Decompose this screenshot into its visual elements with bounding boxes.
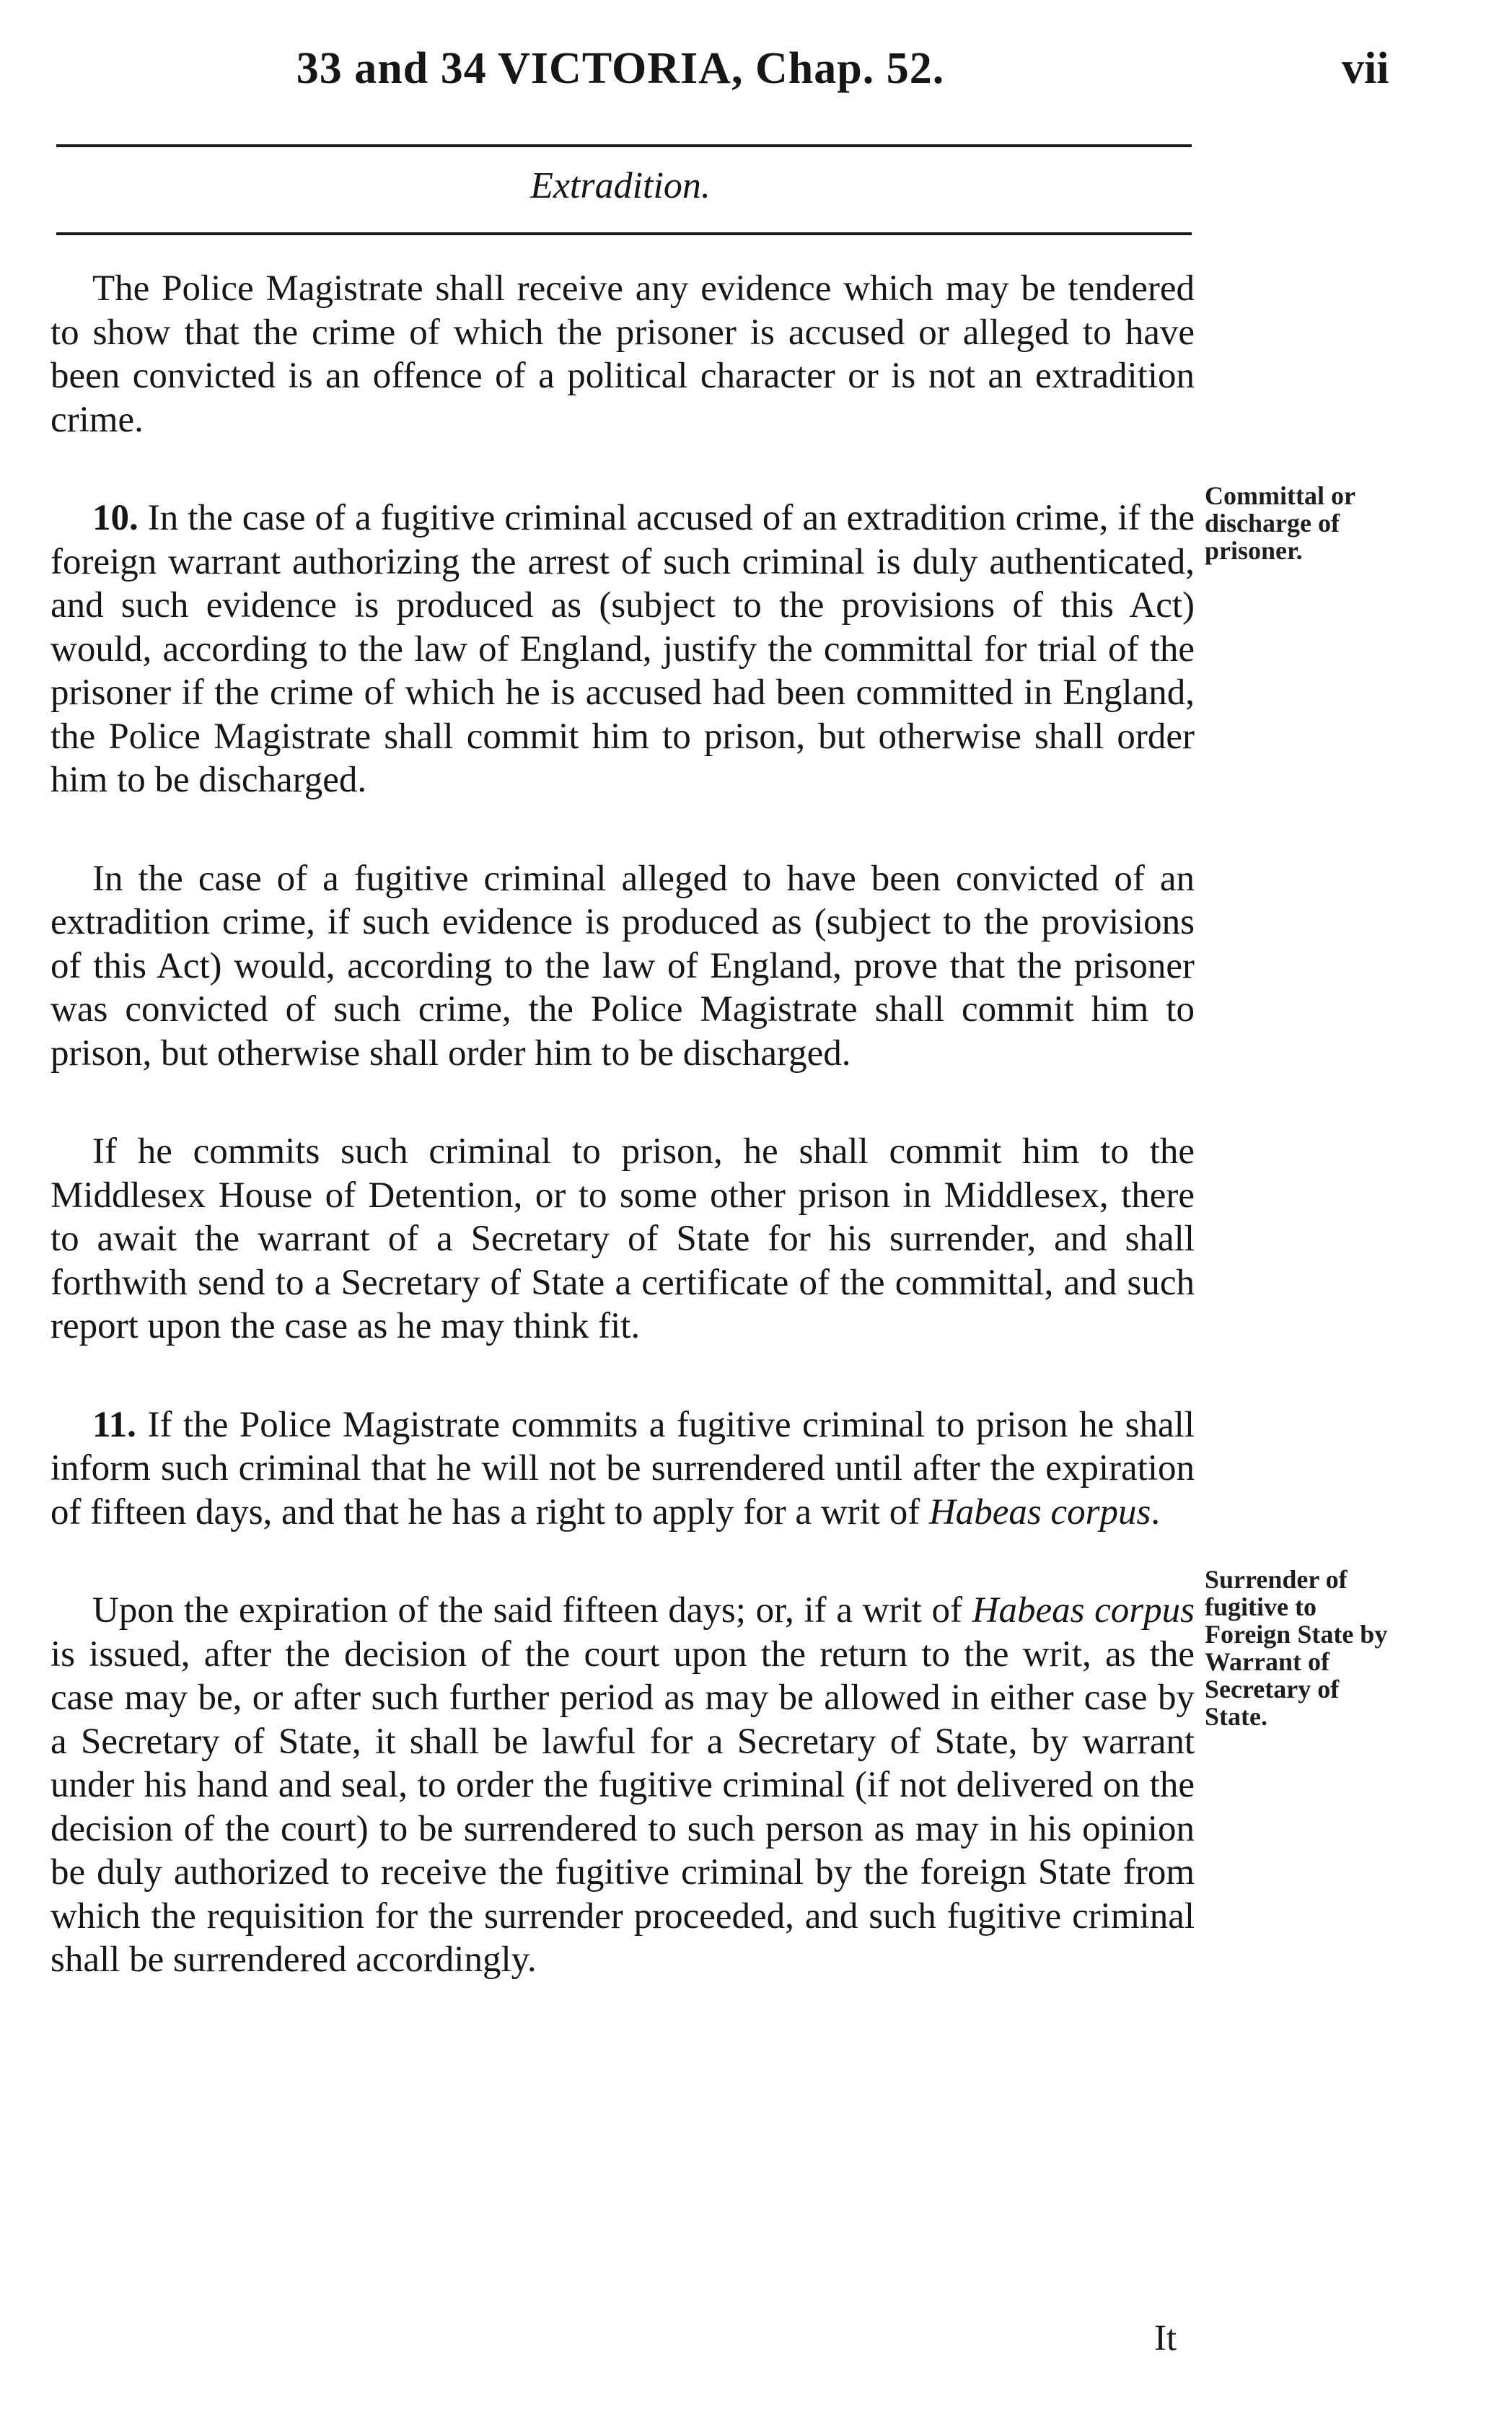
paragraph-4-text: If he commits such criminal to prison, he shall commit him to the Middlesex House of Detention, or to some other prison in Middlesex, there to await the warrant of a Secretary of State for his surrender, and shall forthwith send to a Secretary of State a certificate of the committal, and such report upon the case as he may think fit.	[50, 1131, 1195, 1346]
paragraph-5-text-before: If the Police Magistrate commits a fugitive criminal to prison he shall inform such criminal that he will not be surrendered until after the expiration of fifteen days, and that he has a right to apply for a writ of	[50, 1404, 1195, 1532]
paragraph-6-text-before: Upon the expiration of the said fifteen days; or, if a writ of	[92, 1590, 972, 1631]
paragraph-1-text: The Police Magistrate shall receive any evidence which may be tendered to show that the crime of which the prisoner is accused or alleged to have been convicted is an offence of a political character or is not an extradition crime.	[50, 268, 1195, 440]
header-rule-top	[56, 144, 1192, 147]
header-rule-bottom	[56, 232, 1192, 235]
paragraph-2-text: In the case of a fugitive criminal accused of an extradition crime, if the foreign warrant authorizing the arrest of such criminal is duly authenticated, and such evidence is produced as (subject to the provisions of this Act) would, according to the law of England, justify the committal for trial of the prisoner if the crime of which he is accused had been committed in England, the Police Magistrate shall commit him to prison, but otherwise shall order him to be discharged.	[50, 498, 1195, 800]
section-number-10: 10.	[92, 498, 139, 538]
paragraph-2-section-10	[50, 496, 1195, 802]
paragraph-1	[50, 267, 1195, 442]
paragraph-3	[50, 857, 1195, 1076]
paragraph-6-italic-habeas-corpus: Habeas corpus	[972, 1590, 1195, 1631]
page-number: vii	[1342, 44, 1389, 93]
section-number-11: 11.	[92, 1404, 136, 1445]
marginal-note-section-11: Surrender of fugitive to Foreign State by Warrant of Secretary of State.	[1205, 1565, 1388, 1731]
marginal-note-section-10: Committal or discharge of prisoner.	[1205, 481, 1355, 565]
body-text	[50, 267, 1195, 1982]
paragraph-6-text-after: is issued, after the decision of the court upon the return to the writ, as the case may be, or after such further period as may be allowed in either case by a Secretary of State, it shall be lawful for a Secretary of State, by warrant under his hand and seal, to order the fugitive criminal (if not delivered on the decision of the court) to be surrendered to such person as may in his opinion be duly authorized to receive the fugitive criminal by the foreign State from which the requisition for the surrender proceeded, and such fugitive criminal shall be surrendered accordingly.	[50, 1634, 1195, 1980]
paragraph-6	[50, 1589, 1195, 1982]
running-head-title: 33 and 34 VICTORIA, Chap. 52.	[296, 44, 945, 93]
paragraph-3-text: In the case of a fugitive criminal alleged to have been convicted of an extradition crime, if such evidence is produced as (subject to the provisions of this Act) would, according to the law of England, prove that the prisoner was convicted of such crime, the Police Magistrate shall commit him to prison, but otherwise shall order him to be discharged.	[50, 858, 1195, 1074]
paragraph-5-italic-habeas-corpus: Habeas corpus	[928, 1491, 1151, 1532]
paragraph-5-text-after: .	[1151, 1491, 1161, 1532]
paragraph-4	[50, 1130, 1195, 1349]
paragraph-5-section-11	[50, 1403, 1195, 1535]
section-subtitle: Extradition.	[530, 165, 711, 206]
catchword: It	[1154, 2318, 1177, 2359]
